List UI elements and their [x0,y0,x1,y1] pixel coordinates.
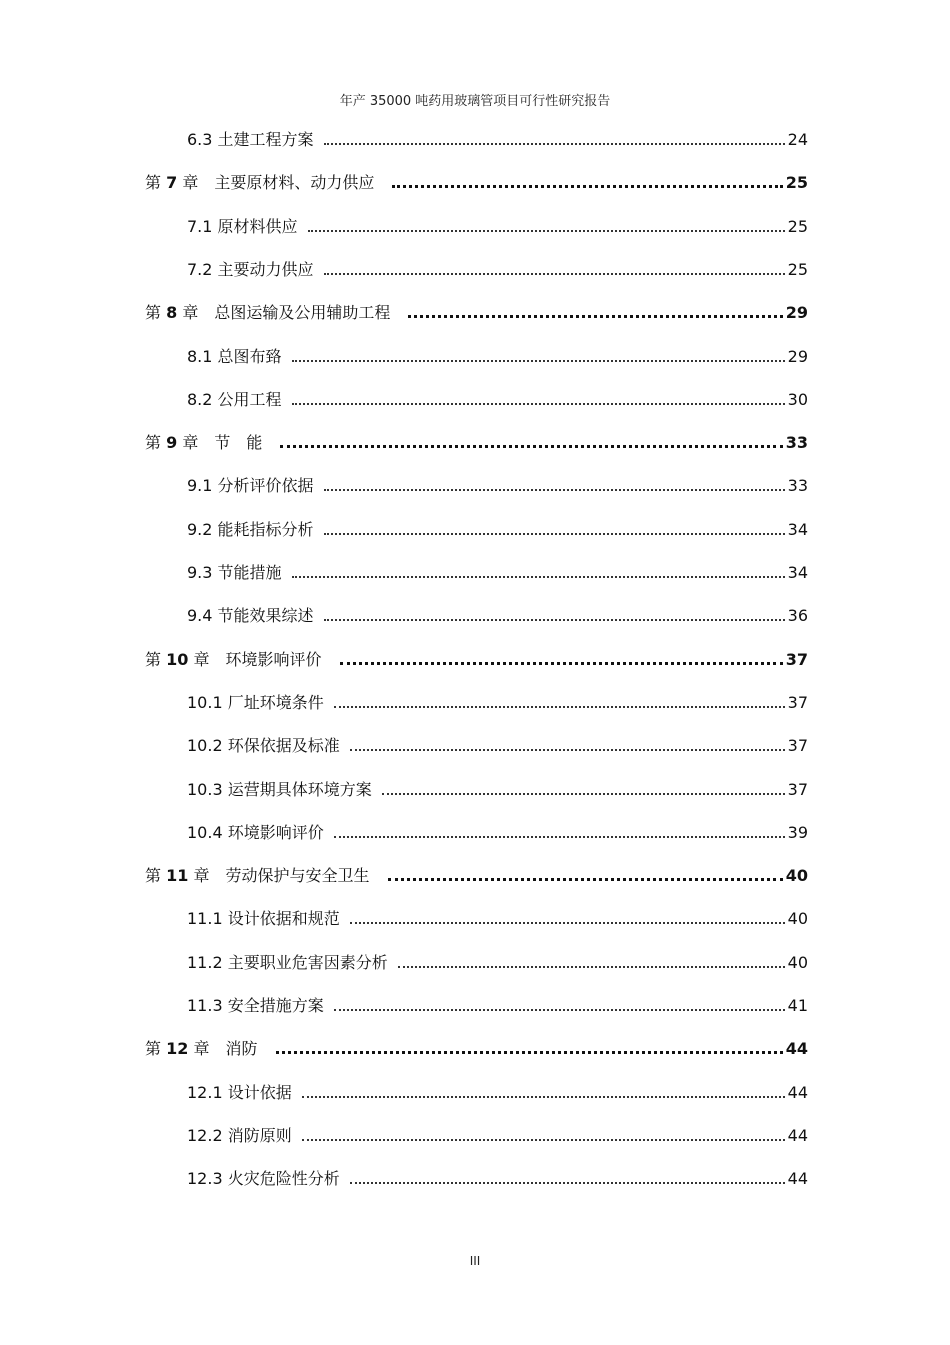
chapter-prefix: 第 [145,303,162,322]
toc-chapter-entry[interactable] [145,429,808,453]
toc-section-entry[interactable] [187,905,808,929]
section-title: 火灾危险性分析 [227,1169,340,1188]
section-number: 9.2 [187,520,213,539]
chapter-prefix: 第 [145,173,162,192]
toc-section-entry[interactable] [187,1122,808,1146]
dot-leader [334,1009,785,1011]
toc-page-number: 34 [787,563,808,582]
toc-section-entry[interactable] [187,819,808,843]
dot-leader [324,489,785,491]
dot-leader [382,793,785,795]
section-title: 总图布臵 [217,347,282,366]
section-number: 6.3 [187,130,213,149]
section-number: 12.2 [187,1126,223,1145]
section-number: 10.4 [187,823,223,842]
toc-page-number: 44 [787,1083,808,1102]
section-number: 11.3 [187,996,223,1015]
chapter-number: 9 [166,433,178,452]
toc-section-entry[interactable] [187,776,808,800]
toc-entry-label [145,173,374,193]
section-number: 10.2 [187,736,223,755]
toc-page-number: 37 [787,736,808,755]
toc-chapter-entry[interactable] [145,1035,808,1059]
section-number: 11.2 [187,953,223,972]
dot-leader [392,185,782,188]
toc-section-entry[interactable] [187,1079,808,1103]
section-number: 10.1 [187,693,223,712]
section-title: 设计依据和规范 [227,909,340,928]
toc-page-number: 33 [785,433,808,452]
toc-page-number: 29 [787,347,808,366]
toc-page-number: 36 [787,606,808,625]
chapter-suffix: 章 [193,650,210,669]
section-title: 设计依据 [227,1083,292,1102]
chapter-title: 主要原材料、动力供应 [214,173,375,192]
section-title: 节能措施 [217,563,282,582]
chapter-number: 8 [166,303,178,322]
dot-leader [292,576,785,578]
section-number: 7.1 [187,217,213,236]
dot-leader [302,1139,785,1141]
toc-page-number: 30 [787,390,808,409]
chapter-prefix: 第 [145,1039,162,1058]
chapter-title: 节 能 [214,433,263,452]
section-number: 11.1 [187,909,223,928]
toc-section-entry[interactable] [187,1165,808,1189]
toc-entry-label [187,476,314,496]
toc-chapter-entry[interactable] [145,299,808,323]
toc-entry-label [145,433,262,453]
section-title: 环保依据及标准 [227,736,340,755]
dot-leader [276,1051,783,1054]
toc-page-number: 29 [785,303,808,322]
dot-leader [350,922,785,924]
toc-entry-label [145,303,390,323]
dot-leader [292,360,785,362]
dot-leader [350,1182,785,1184]
toc-entry-label [187,217,298,237]
toc-section-entry[interactable] [187,126,808,150]
section-title: 主要动力供应 [217,260,314,279]
toc-section-entry[interactable] [187,992,808,1016]
section-title: 主要职业危害因素分析 [227,953,388,972]
dot-leader [324,273,785,275]
toc-page-number: 41 [787,996,808,1015]
chapter-number: 7 [166,173,178,192]
page-number: III [469,1254,481,1268]
chapter-number: 12 [166,1039,189,1058]
toc-page-number: 33 [787,476,808,495]
dot-leader [308,230,785,232]
toc-section-entry[interactable] [187,343,808,367]
dot-leader [324,533,785,535]
toc-page-number: 44 [787,1126,808,1145]
section-number: 12.3 [187,1169,223,1188]
toc-page-number: 40 [787,953,808,972]
toc-entry-label [187,909,340,929]
toc-section-entry[interactable] [187,213,808,237]
toc-page-number: 39 [787,823,808,842]
chapter-suffix: 章 [193,866,210,885]
section-title: 运营期具体环境方案 [227,780,372,799]
toc-section-entry[interactable] [187,949,808,973]
toc-entry-label [187,563,282,583]
section-title: 消防原则 [227,1126,292,1145]
section-number: 10.3 [187,780,223,799]
section-title: 环境影响评价 [227,823,324,842]
toc-page-number: 34 [787,520,808,539]
toc-entry-label [187,780,372,800]
toc-page-number: 25 [787,217,808,236]
chapter-suffix: 章 [182,303,199,322]
chapter-suffix: 章 [193,1039,210,1058]
dot-leader [334,836,785,838]
toc-section-entry[interactable] [187,689,808,713]
toc-entry-label [187,260,314,280]
toc-page-number: 25 [785,173,808,192]
section-title: 分析评价依据 [217,476,314,495]
dot-leader [324,143,785,145]
toc-entry-label [145,866,370,886]
toc-entry-label [187,1083,292,1103]
dot-leader [340,662,783,665]
section-title: 厂址环境条件 [227,693,324,712]
toc-entry-label [187,606,314,626]
chapter-prefix: 第 [145,866,162,885]
toc-page-number: 40 [787,909,808,928]
toc-section-entry[interactable] [187,472,808,496]
dot-leader [398,966,785,968]
chapter-prefix: 第 [145,433,162,452]
section-title: 能耗指标分析 [217,520,314,539]
toc-entry-label [187,953,388,973]
document-title: 年产 35000 吨药用玻璃管项目可行性研究报告 [339,94,611,109]
dot-leader [388,878,783,881]
section-title: 安全措施方案 [227,996,324,1015]
toc-entry-label [187,390,282,410]
toc-page-number: 44 [787,1169,808,1188]
section-title: 原材料供应 [217,217,298,236]
chapter-title: 消防 [225,1039,258,1058]
toc-chapter-entry[interactable] [145,646,808,670]
chapter-prefix: 第 [145,650,162,669]
toc-section-entry[interactable] [187,386,808,410]
section-title: 节能效果综述 [217,606,314,625]
toc-section-entry[interactable] [187,602,808,626]
chapter-title: 环境影响评价 [225,650,322,669]
toc-page-number: 24 [787,130,808,149]
toc-page-number: 44 [785,1039,808,1058]
toc-entry-label [187,520,314,540]
dot-leader [334,706,785,708]
toc-section-entry[interactable] [187,732,808,756]
page-header [0,90,950,109]
toc-entry-label [187,1126,292,1146]
toc-section-entry[interactable] [187,516,808,540]
toc-entry-label [145,1039,258,1059]
section-number: 8.2 [187,390,213,409]
section-number: 9.3 [187,563,213,582]
toc-chapter-entry[interactable] [145,862,808,886]
toc-section-entry[interactable] [187,256,808,280]
dot-leader [408,315,782,318]
section-number: 9.4 [187,606,213,625]
chapter-suffix: 章 [182,173,199,192]
section-number: 9.1 [187,476,213,495]
toc-entry-label [187,1169,340,1189]
toc-page-number: 37 [787,780,808,799]
toc-section-entry[interactable] [187,559,808,583]
chapter-number: 11 [166,866,189,885]
dot-leader [350,749,785,751]
toc-page-number: 25 [787,260,808,279]
dot-leader [292,403,785,405]
toc-entry-label [187,347,282,367]
toc-entry-label [145,650,322,670]
dot-leader [324,619,785,621]
section-number: 7.2 [187,260,213,279]
chapter-number: 10 [166,650,189,669]
toc-entry-label [187,996,324,1016]
chapter-title: 总图运输及公用辅助工程 [214,303,391,322]
toc-page-number: 40 [785,866,808,885]
toc-entry-label [187,736,340,756]
toc-chapter-entry[interactable] [145,169,808,193]
dot-leader [280,445,782,448]
toc-page-number: 37 [787,693,808,712]
section-number: 8.1 [187,347,213,366]
toc-entry-label [187,823,324,843]
toc-entry-label [187,130,314,150]
section-number: 12.1 [187,1083,223,1102]
section-title: 土建工程方案 [217,130,314,149]
dot-leader [302,1096,785,1098]
page-footer [0,1254,950,1268]
section-title: 公用工程 [217,390,282,409]
toc-entry-label [187,693,324,713]
chapter-title: 劳动保护与安全卫生 [225,866,370,885]
chapter-suffix: 章 [182,433,199,452]
toc-page-number: 37 [785,650,808,669]
